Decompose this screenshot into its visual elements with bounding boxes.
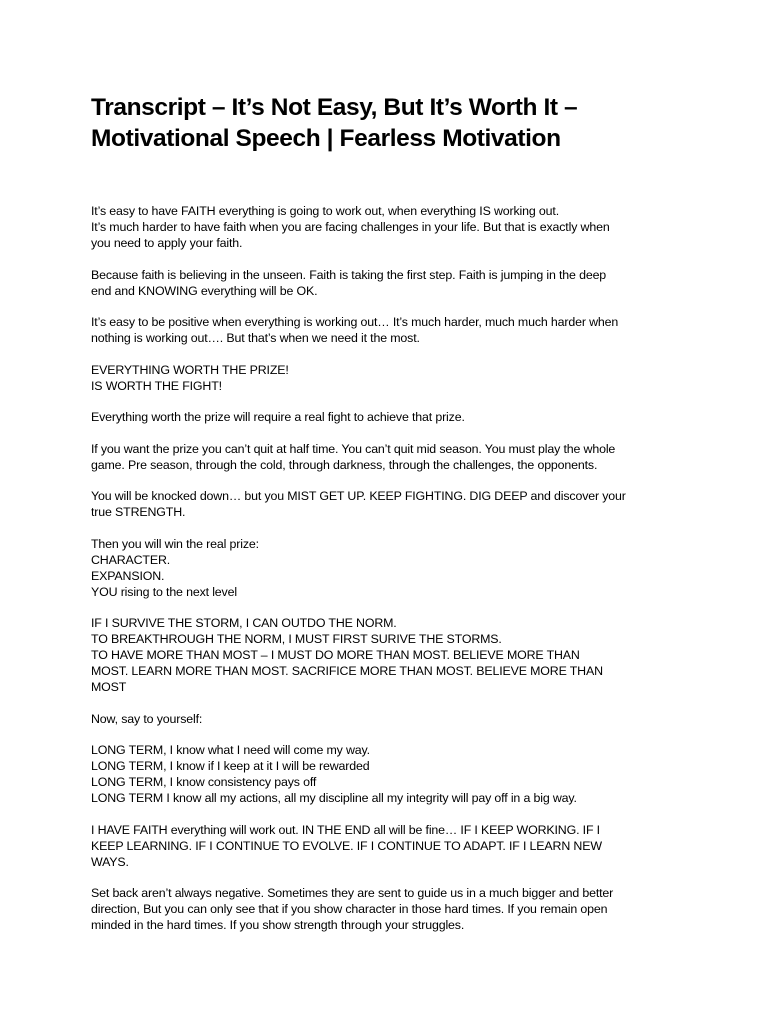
paragraph-line: You will be knocked down… but you MIST GET UP. KEEP FIGHTING. DIG DEEP and discover your: [91, 489, 626, 503]
document-title: [91, 92, 691, 154]
paragraph-line: LONG TERM, I know what I need will come my way.: [91, 743, 370, 757]
paragraph: [91, 885, 691, 933]
paragraph-line: IS WORTH THE FIGHT!: [91, 378, 222, 393]
paragraph: [91, 409, 691, 425]
paragraph-line: TO BREAKTHROUGH THE NORM, I MUST FIRST SURIVE THE STORMS.: [91, 632, 502, 646]
paragraph: [91, 362, 691, 394]
paragraph-line: nothing is working out…. But that’s when we need it the most.: [91, 331, 420, 345]
paragraph-line: If you want the prize you can’t quit at half time. You can’t quit mid season. You must play the whole: [91, 441, 616, 456]
paragraph: [91, 314, 691, 346]
paragraph-line: end and KNOWING everything will be OK.: [91, 283, 318, 298]
paragraph-line: Set back aren’t always negative. Sometimes they are sent to guide us in a much bigger and better: [91, 886, 614, 900]
paragraph-line: LONG TERM, I know consistency pays off: [91, 775, 317, 789]
paragraph-line: MOST. LEARN MORE THAN MOST. SACRIFICE MORE THAN MOST. BELIEVE MORE THAN: [91, 664, 603, 678]
paragraph: [91, 536, 691, 600]
paragraph-line: KEEP LEARNING. IF I CONTINUE TO EVOLVE. IF I CONTINUE TO ADAPT. IF I LEARN NEW: [91, 838, 602, 853]
paragraph-line: LONG TERM, I know if I keep at it I will be rewarded: [91, 759, 370, 773]
paragraph: [91, 742, 691, 806]
paragraph: [91, 203, 691, 251]
paragraph-line: LONG TERM I know all my actions, all my discipline all my integrity will pay off in a big way.: [91, 791, 577, 805]
title-line-2: Motivational Speech | Fearless Motivation: [91, 125, 561, 152]
paragraph-line: minded in the hard times. If you show strength through your struggles.: [91, 918, 465, 932]
paragraph-line: direction, But you can only see that if you show character in those hard times. If you remain open: [91, 902, 608, 916]
paragraph-line: game. Pre season, through the cold, through darkness, through the challenges, the opponents.: [91, 457, 598, 472]
paragraph-line: you need to apply your faith.: [91, 236, 243, 250]
paragraph-line: It’s easy to be positive when everything is working out… It’s much harder, much much harder when: [91, 315, 619, 329]
document-page: [91, 92, 691, 949]
paragraph-line: It’s much harder to have faith when you are facing challenges in your life. But that is exactly when: [91, 220, 610, 234]
paragraph-line: IF I SURVIVE THE STORM, I CAN OUTDO THE NORM.: [91, 616, 397, 630]
paragraph-line: It’s easy to have FAITH everything is going to work out, when everything IS working out.: [91, 204, 559, 218]
paragraph-line: EXPANSION.: [91, 568, 165, 583]
title-line-1: Transcript – It’s Not Easy, But It’s Worth It –: [91, 94, 578, 121]
paragraph: [91, 267, 691, 299]
paragraph: [91, 488, 691, 520]
paragraph-line: TO HAVE MORE THAN MOST – I MUST DO MORE THAN MOST. BELIEVE MORE THAN: [91, 648, 580, 662]
paragraph-line: I HAVE FAITH everything will work out. IN THE END all will be fine… IF I KEEP WORKING. IF I: [91, 822, 600, 837]
document-body: [91, 203, 691, 933]
paragraph-line: true STRENGTH.: [91, 505, 186, 519]
paragraph: [91, 615, 691, 695]
paragraph-line: WAYS.: [91, 854, 129, 869]
paragraph: [91, 441, 691, 473]
paragraph: [91, 711, 691, 727]
paragraph-line: Now, say to yourself:: [91, 711, 203, 726]
paragraph: [91, 822, 691, 870]
paragraph-line: CHARACTER.: [91, 552, 171, 567]
paragraph-line: Because faith is believing in the unseen. Faith is taking the first step. Faith is jumping in the deep: [91, 267, 607, 282]
paragraph-line: MOST: [91, 680, 127, 694]
paragraph-line: Everything worth the prize will require a real fight to achieve that prize.: [91, 410, 465, 424]
paragraph-line: Then you will win the real prize:: [91, 536, 259, 551]
paragraph-line: YOU rising to the next level: [91, 584, 237, 599]
paragraph-line: EVERYTHING WORTH THE PRIZE!: [91, 362, 289, 377]
